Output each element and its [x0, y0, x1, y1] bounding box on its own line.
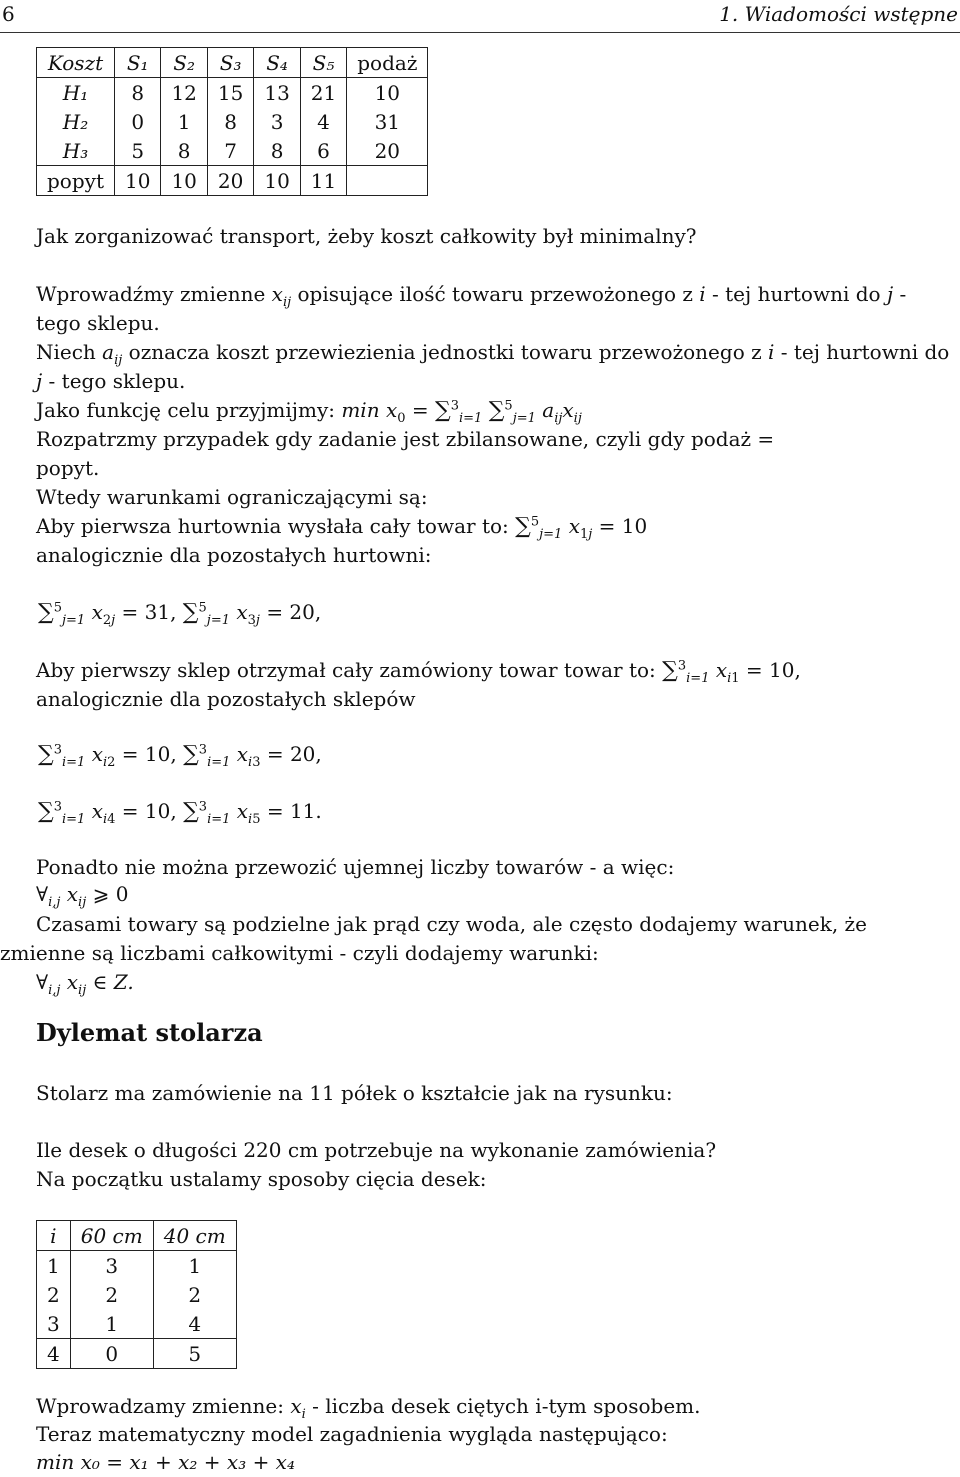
cost-table — [36, 47, 428, 196]
demand-cell: 10 — [254, 166, 300, 196]
cut-cell: 1 — [153, 1251, 236, 1281]
variables-text: - tej hurtowni do — [705, 282, 887, 306]
cut-cell: 2 — [37, 1280, 71, 1309]
cut-cell: 4 — [153, 1309, 236, 1339]
cut-intro: Na początku ustalamy sposoby cięcia desek: — [36, 1167, 487, 1191]
cut-table-header: 60 cm — [70, 1221, 153, 1251]
cost-def-text: - tej hurtowni do — [774, 340, 950, 364]
cost-cell: 8 — [114, 78, 160, 108]
shop-constraints-a: ∑$^3_{i=1}$ $x_{i2} = 10$, ∑$^3_{i=1}$ $x_{i3} = 20$, — [38, 742, 322, 770]
paragraph-variables — [36, 280, 954, 338]
cost-cell: 21 — [300, 78, 346, 108]
cost-def-text: - tego sklepu. — [42, 369, 186, 393]
var-x: x — [271, 282, 283, 306]
var-j: j — [886, 282, 894, 306]
cost-def-text: Niech — [36, 340, 103, 364]
page-number: 6 — [2, 2, 15, 26]
cost-table-demand-row — [37, 166, 428, 196]
cut-table-row — [37, 1251, 237, 1281]
objective-text: Jako funkcję celu przyjmijmy: — [36, 398, 342, 422]
cost-table-row — [37, 78, 428, 108]
supply-cell: 20 — [347, 136, 428, 166]
cost-table-supply-header: podaż — [347, 48, 428, 78]
var-sub: ij — [114, 353, 123, 368]
supply-cell: 10 — [347, 78, 428, 108]
objective-line: Jako funkcję celu przyjmijmy: $\min x_0 = \sum^3_{i=1}$ ∑$^5_{j=1}$ $a_{ij}x_{ij}$ — [36, 398, 582, 426]
sum-symbol: ∑ — [38, 600, 54, 625]
var-j: j — [36, 369, 43, 393]
cut-cell: 3 — [37, 1309, 71, 1339]
cost-cell: 15 — [207, 78, 253, 108]
cut-table-row — [37, 1339, 237, 1369]
cut-cell: 2 — [153, 1280, 236, 1309]
cut-table-row — [37, 1309, 237, 1339]
var-i: i — [768, 340, 775, 364]
cost-cell: 6 — [300, 136, 346, 166]
cost-table-row-label: H₂ — [37, 107, 115, 136]
cost-cell: 5 — [114, 136, 160, 166]
var-sub: ij — [282, 295, 292, 310]
objective-lhs: min x — [341, 398, 398, 422]
sum-symbol: ∑ — [38, 742, 54, 767]
demand-empty-cell — [347, 166, 428, 196]
sum-symbol: ∑ — [515, 514, 531, 539]
sum-symbol: ∑ — [183, 742, 199, 767]
cost-table-col-header: S₃ — [207, 48, 253, 78]
cost-table-col-header: S₅ — [300, 48, 346, 78]
variables-text: - tego sklepu. — [36, 282, 907, 335]
sum-symbol: ∑ — [488, 398, 505, 423]
warehouse-constraints: ∑$^5_{j=1}$ $x_{2j} = 31$, ∑$^5_{j=1}$ $x_{3j} = 20$, — [38, 600, 322, 628]
sum-symbol: ∑ — [182, 600, 199, 625]
new-variables-line: Wprowadzamy zmienne: $x_i$ - liczba desek ciętych i-tym sposobem. — [36, 1394, 701, 1422]
constraints-intro: Wtedy warunkami ograniczającymi są: — [36, 485, 428, 509]
demand-cell: 20 — [207, 166, 253, 196]
model-intro: Teraz matematyczny model zagadnienia wygląda następująco: — [36, 1422, 668, 1446]
cost-table-row-label: H₃ — [37, 136, 115, 166]
cost-cell: 12 — [161, 78, 207, 108]
cost-table-row — [37, 136, 428, 166]
variables-text: opisujące ilość towaru przewożonego z — [291, 282, 700, 306]
model-objective: min x₀ = x₁ + x₂ + x₃ + x₄ — [36, 1450, 295, 1474]
var-i: i — [699, 282, 706, 306]
demand-cell: 10 — [114, 166, 160, 196]
order-text: Stolarz ma zamówienie na 11 półek o kształcie jak na rysunku: — [36, 1081, 673, 1105]
integer-condition: $\forall_{i,j}$ $x_{ij}$ ∈ Z. — [36, 970, 134, 998]
shop-constraints-b: ∑$^3_{i=1}$ $x_{i4} = 10$, ∑$^3_{i=1}$ $x_{i5} = 11$. — [38, 799, 322, 827]
page-header — [0, 2, 960, 28]
nonnegativity-condition: $\forall_{i,j}$ $x_{ij}$ ⩾ 0 — [36, 882, 129, 910]
sum-symbol: ∑ — [38, 799, 54, 824]
cost-cell: 1 — [161, 107, 207, 136]
cost-cell: 7 — [207, 136, 253, 166]
cut-cell: 2 — [70, 1280, 153, 1309]
var-a: a — [102, 340, 115, 364]
balanced-text: Rozpatrzmy przypadek gdy zadanie jest zbilansowane, czyli gdy podaż = popyt. — [36, 427, 775, 480]
cost-table-corner: Koszt — [37, 48, 115, 78]
other-shops-text: analogicznie dla pozostałych sklepów — [36, 687, 416, 711]
nonnegativity-intro: Ponadto nie można przewozić ujemnej liczby towarów - a więc: — [36, 855, 675, 879]
cut-table — [36, 1220, 237, 1369]
running-title: 1. Wiadomości wstępne — [719, 2, 958, 26]
cost-cell: 13 — [254, 78, 300, 108]
cost-table-col-header: S₁ — [114, 48, 160, 78]
question-boards: Ile desek o długości 220 cm potrzebuje na wykonanie zamówienia? — [36, 1138, 717, 1162]
cost-cell: 0 — [114, 107, 160, 136]
cost-cell: 8 — [207, 107, 253, 136]
sum-symbol: ∑ — [435, 398, 451, 423]
cut-cell: 3 — [70, 1251, 153, 1281]
paragraph-cost-def — [36, 338, 954, 396]
cut-table-header: 40 cm — [153, 1221, 236, 1251]
cut-cell: 1 — [37, 1251, 71, 1281]
cut-table-header-row — [37, 1221, 237, 1251]
first-warehouse-line: Aby pierwsza hurtownia wysłała cały towar to: ∑$^5_{j=1}$ $x_{1j} = 10$ — [36, 514, 648, 542]
section-heading: Dylemat stolarza — [36, 1018, 263, 1047]
cut-cell: 4 — [37, 1339, 71, 1369]
first-shop-line: Aby pierwszy sklep otrzymał cały zamówiony towar towar to: ∑$^3_{i=1}$ $x_{i1} = 10$, — [36, 658, 801, 686]
demand-cell: 11 — [300, 166, 346, 196]
demand-cell: 10 — [161, 166, 207, 196]
cost-table-col-header: S₂ — [161, 48, 207, 78]
question-transport: Jak zorganizować transport, żeby koszt całkowity był minimalny? — [36, 224, 697, 248]
cost-table-row-label: H₁ — [37, 78, 115, 108]
header-rule — [0, 32, 960, 33]
other-warehouses-text: analogicznie dla pozostałych hurtowni: — [36, 543, 432, 567]
cut-cell: 5 — [153, 1339, 236, 1369]
cut-table-header: i — [37, 1221, 71, 1251]
cost-cell: 8 — [254, 136, 300, 166]
cut-cell: 1 — [70, 1309, 153, 1339]
cost-table-header-row — [37, 48, 428, 78]
cost-cell: 3 — [254, 107, 300, 136]
variables-text: Wprowadźmy zmienne — [36, 282, 272, 306]
demand-label: popyt — [37, 166, 115, 196]
cost-cell: 4 — [300, 107, 346, 136]
sum-symbol: ∑ — [183, 799, 199, 824]
supply-cell: 31 — [347, 107, 428, 136]
cost-table-col-header: S₄ — [254, 48, 300, 78]
cost-def-text: oznacza koszt przewiezienia jednostki towaru przewożonego z — [122, 340, 768, 364]
cut-table-row — [37, 1280, 237, 1309]
cost-table-row — [37, 107, 428, 136]
cost-cell: 8 — [161, 136, 207, 166]
integer-intro: Czasami towary są podzielne jak prąd czy woda, ale często dodajemy warunek, że zmienne są liczbami całkowitymi - czyli dodajemy warunki: — [0, 912, 867, 965]
sum-symbol: ∑ — [662, 658, 678, 683]
cut-cell: 0 — [70, 1339, 153, 1369]
